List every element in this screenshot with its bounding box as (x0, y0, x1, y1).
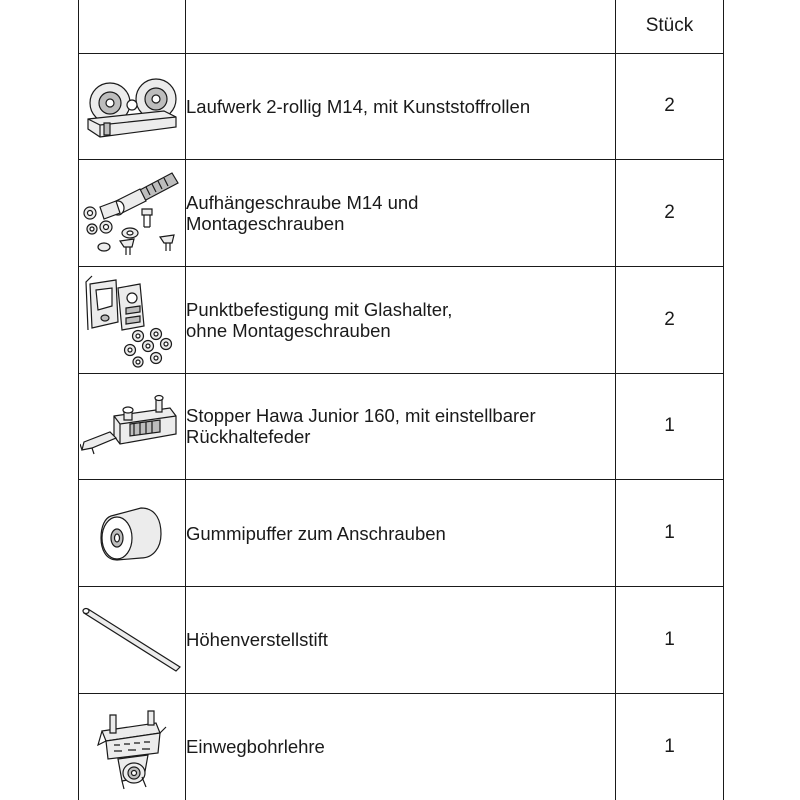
table-row (79, 160, 724, 267)
part-description-cell (186, 373, 616, 480)
part-description-cell (186, 266, 616, 373)
part-description: Stopper Hawa Junior 160, mit einstellbarer Rückhaltefeder (186, 405, 536, 448)
part-description: Aufhängeschraube M14 und Montageschrauben (186, 192, 419, 235)
part-description: Gummipuffer zum Anschrauben (186, 522, 446, 544)
rubber-buffer-icon (97, 498, 167, 568)
part-image-cell (79, 480, 186, 587)
drilling-template-icon (92, 701, 172, 793)
part-quantity: 1 (616, 480, 724, 587)
parts-list-table (78, 0, 724, 800)
part-quantity: 1 (616, 587, 724, 694)
stopper-icon (80, 386, 184, 466)
table-row (79, 373, 724, 480)
part-description-cell (186, 480, 616, 587)
part-image-cell (79, 693, 186, 800)
table-row (79, 53, 724, 160)
part-image-cell (79, 373, 186, 480)
part-description-cell (186, 160, 616, 267)
part-image-cell (79, 160, 186, 267)
table-row (79, 693, 724, 800)
table-row (79, 480, 724, 587)
part-image-cell (79, 53, 186, 160)
part-image-cell (79, 266, 186, 373)
part-quantity: 2 (616, 160, 724, 267)
part-description: Punktbefestigung mit Glashalter, ohne Montageschrauben (186, 298, 453, 341)
part-quantity: 2 (616, 53, 724, 160)
part-description-cell (186, 53, 616, 160)
header-quantity-cell: Stück (616, 0, 724, 53)
header-description-cell (186, 0, 616, 53)
adjustment-pin-icon (80, 605, 184, 675)
part-quantity: 1 (616, 373, 724, 480)
part-description: Einwegbohrlehre (186, 736, 325, 758)
suspension-screw-icon (80, 167, 184, 259)
part-description: Höhenverstellstift (186, 629, 328, 651)
part-quantity: 2 (616, 266, 724, 373)
part-image-cell (79, 587, 186, 694)
glass-clamp-icon (82, 272, 182, 368)
part-quantity: 1 (616, 693, 724, 800)
table-header-row (79, 0, 724, 53)
part-description-cell (186, 693, 616, 800)
table-row (79, 587, 724, 694)
header-image-cell (79, 0, 186, 53)
part-description-cell (186, 587, 616, 694)
roller-carriage-icon (82, 61, 182, 151)
table-row (79, 266, 724, 373)
part-description: Laufwerk 2-rollig M14, mit Kunststoffrollen (186, 95, 531, 117)
